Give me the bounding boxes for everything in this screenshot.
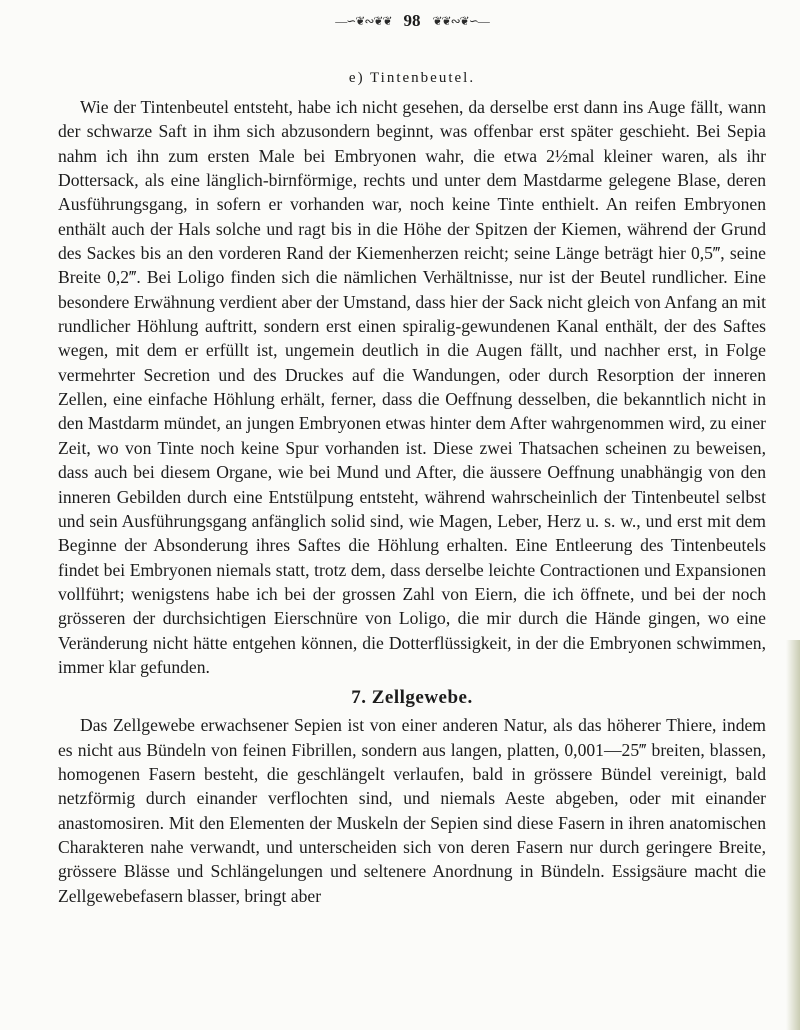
page-number: 98: [403, 11, 421, 30]
body-paragraph-1: Wie der Tintenbeutel entsteht, habe ich nicht gesehen, da derselbe erst dann ins Auge fällt, wann der schwarze Saft in ihm sich abzusondern beginnt, was offenbar erst später geschieht. Bei Sepia nahm ich ihn zum ersten Male bei Embryonen wahr, die etwa 2½mal kleiner waren, als ihr Dottersack, als eine länglich-birnförmige, rechts und unter dem Mastdarme gelegene Blase, deren Ausführungsgang, in sofern er vorhanden war, noch keine Tinte enthielt. An reifen Embryonen enthält auch der Hals solche und ragt bis in die Höhe der Spitzen der Kiemen, während der Grund des Sackes bis an den vorderen Rand der Kiemenherzen reicht; seine Länge beträgt hier 0,5‴, seine Breite 0,2‴. Bei Loligo finden sich die nämlichen Verhältnisse, nur ist der Beutel rundlicher. Eine besondere Erwähnung verdient aber der Umstand, dass hier der Sack nicht gleich von Anfang an mit rundlicher Höhlung auftritt, sondern erst einen spiralig-gewundenen Kanal enthält, der des Saftes wegen, mit dem er erfüllt ist, ungemein deutlich in die Augen fällt, und nachher erst, in Folge vermehrter Secretion und des Druckes auf die Wandungen, oder durch Resorption der inneren Zellen, eine einfache Höhlung erhält, ferner, dass die Oeffnung desselben, die bekanntlich nicht in den Mastdarm mündet, an jungen Embryonen etwas hinter dem After wahrgenommen wird, zu einer Zeit, wo von Tinte noch keine Spur vorhanden ist. Diese zwei Thatsachen scheinen zu beweisen, dass auch bei diesem Organe, wie bei Mund und After, die äussere Oeffnung unabhängig von den inneren Gebilden durch eine Entstülpung entsteht, während wahrscheinlich der Tintenbeutel selbst und sein Ausführungsgang anfänglich solid sind, wie Magen, Leber, Herz u. s. w., und erst mit dem Beginne der Absonderung ihres Saftes die Höhlung erhalten. Eine Entleerung des Tintenbeutels findet bei Embryonen niemals statt, trotz dem, dass derselbe leichte Contractionen und Expansionen vollführt; wenigstens habe ich bei der grossen Zahl von Eiern, die ich öffnete, und bei der noch grösseren der durchsichtigen Eierschnüre von Loligo, die mir durch die Hände gingen, wo eine Veränderung nicht hätte entgehen können, die Dotterflüssigkeit, in der die Embryonen schwimmen, immer klar gefunden.: [58, 97, 766, 677]
body-paragraph-2: Das Zellgewebe erwachsener Sepien ist von einer anderen Natur, als das höherer Thiere, indem es nicht aus Bündeln von feinen Fibrillen, sondern aus langen, platten, 0,001—25‴ breiten, blassen, homogenen Fasern besteht, die geschlängelt verlaufen, bald in grössere Bündel vereinigt, bald netzförmig durch einander verflochten sind, und niemals Aeste abgeben, oder mit einander anastomosiren. Mit den Elementen der Muskeln der Sepien sind diese Fasern in ihren anatomischen Charakteren nahe verwandt, und unterscheiden sich von deren Fasern nur durch geringere Breite, grössere Blässe und Schlängelungen und seltenere Anordnung in Bündeln. Essigsäure macht die Zellgewebefasern blasser, bringt aber: [58, 715, 766, 906]
page-content: [58, 10, 766, 908]
running-head: [58, 10, 766, 32]
ornament-left: —∽❦∾❦❦: [335, 13, 392, 28]
section-title: e) Tintenbeutel.: [348, 70, 476, 86]
subsection-title: 7. Zellgewebe.: [351, 687, 473, 709]
page-edge-shadow: [786, 640, 800, 1030]
ornament-right: ❦❦∾❦∽—: [432, 13, 489, 28]
